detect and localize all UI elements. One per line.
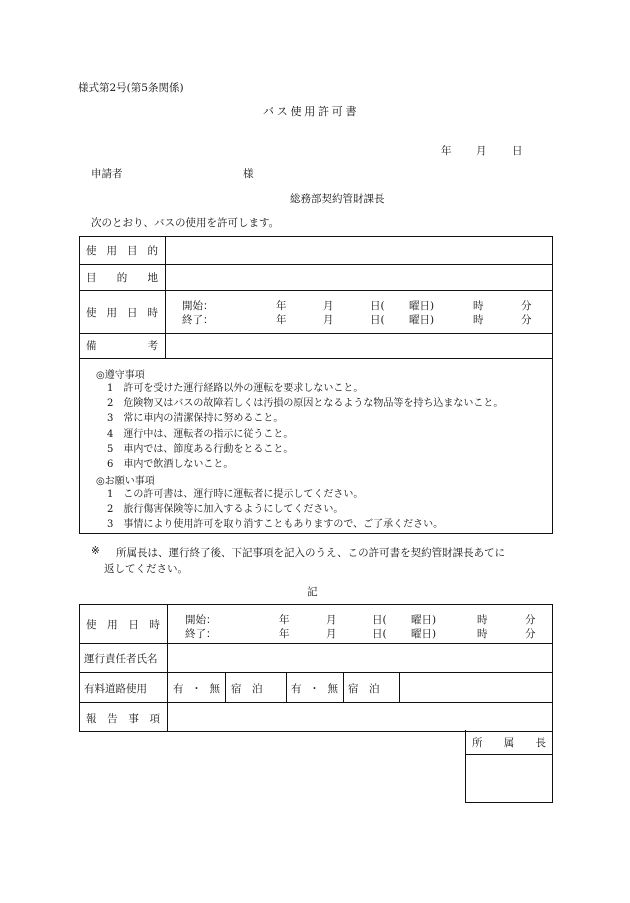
report-end-day: 日( [372,628,387,640]
report-start-year: 年 [279,614,290,626]
date-year: 年 [441,145,452,157]
requests-list [107,487,443,533]
issuer-name: 総務部契約管財課長 [290,193,385,205]
toll-road-label: 有料道路使用 [84,683,147,695]
purpose-label: 使用目的 [86,245,158,257]
rule-item: 5 車内では、節度ある行動をとること。 [107,443,294,455]
applicant-suffix: 様 [243,168,254,180]
approval-divider [465,754,553,755]
report-end-month: 月 [326,628,337,640]
rules-list [107,381,503,472]
report-start-minute: 分 [525,614,536,626]
end-year: 年 [276,314,287,326]
report-start-label: 開始： [185,614,217,626]
note-line2: 返してください。 [104,563,188,575]
table2-cell-divider [286,672,287,702]
table2-cell-divider [399,672,400,702]
requests-heading: ◎お願い事項 [96,476,155,487]
table2-row-divider [79,702,553,703]
end-hour: 時 [473,314,484,326]
end-day: 日( [370,314,385,326]
date-month: 月 [476,145,487,157]
start-hour: 時 [473,300,484,312]
report-end-label: 終了： [185,628,217,640]
report-end-hour: 時 [477,628,488,640]
toll-lodging: 宿 泊 [231,683,263,695]
table2-row-divider [79,643,553,644]
start-label: 開始： [182,300,214,312]
rule-item: 4 運行中は、運転者の指示に従うこと。 [107,428,294,440]
start-minute: 分 [521,300,532,312]
table2-cell-divider [343,672,344,702]
destination-label: 目的地 [86,272,158,284]
table1-row-divider [79,333,553,334]
report-datetime-label: 使用日時 [86,619,160,631]
intro-text: 次のとおり、バスの使用を許可します。 [91,217,280,229]
request-item: 2 旅行傷害保険等に加入するようにしてください。 [107,504,344,516]
table1-row-divider [79,358,553,359]
end-weekday: 曜日) [409,314,435,326]
applicant-label: 申請者 [91,168,123,180]
remarks-label: 備考 [86,340,158,352]
start-month: 月 [323,300,334,312]
table1-row-divider [79,264,553,265]
report-end-weekday: 曜日) [411,628,437,640]
datetime-label: 使用日時 [86,307,158,319]
report-end-year: 年 [279,628,290,640]
driver-name-label: 運行責任者氏名 [84,653,158,665]
table2-cell-divider [225,672,226,702]
end-label: 終了： [182,314,214,326]
start-day: 日( [370,300,385,312]
rule-item: 1 許可を受けた運行経路以外の運転を要求しないこと。 [107,383,364,394]
table1-row-divider [79,290,553,291]
rules-heading: ◎遵守事項 [96,370,145,381]
lodging-label: 宿 泊 [348,683,380,695]
note-mark: ※ [91,545,100,557]
report-items-label: 報告事項 [86,713,160,725]
table2-row-divider [79,672,553,673]
report-start-hour: 時 [477,614,488,626]
report-start-month: 月 [326,614,337,626]
document-title: バス使用許可書 [263,105,360,118]
toll-yes-no: 有・無 [173,683,220,695]
table2-col-divider [167,604,168,732]
date-day: 日 [512,145,523,157]
request-item: 3 事情により使用許可を取り消すこともありますので、ご了承ください。 [107,519,444,531]
rule-item: 2 危険物又はバスの故障若しくは汚損の原因となるような物品等を持ち込まないこと。 [107,398,504,410]
form-number: 様式第2号(第5条関係) [78,82,184,94]
report-start-weekday: 曜日) [411,614,437,626]
ki-marker: 記 [307,586,318,598]
lodging-yes-no: 有・無 [291,683,338,695]
start-weekday: 曜日) [409,300,435,312]
report-start-day: 日( [372,614,387,626]
end-month: 月 [323,314,334,326]
report-end-minute: 分 [525,628,536,640]
end-minute: 分 [521,314,532,326]
start-year: 年 [276,300,287,312]
rule-item: 6 車内で飲酒しないこと。 [107,459,234,471]
table1-col-divider [165,236,166,358]
request-item: 1 この許可書は、運行時に運転者に提示してください。 [107,489,364,500]
rule-item: 3 常に車内の清潔保持に努めること。 [107,413,284,425]
note-line1: 所属長は、運行終了後、下記事項を記入のうえ、この許可書を契約管財課長あてに [116,547,506,559]
approval-label: 所属長 [472,737,546,749]
